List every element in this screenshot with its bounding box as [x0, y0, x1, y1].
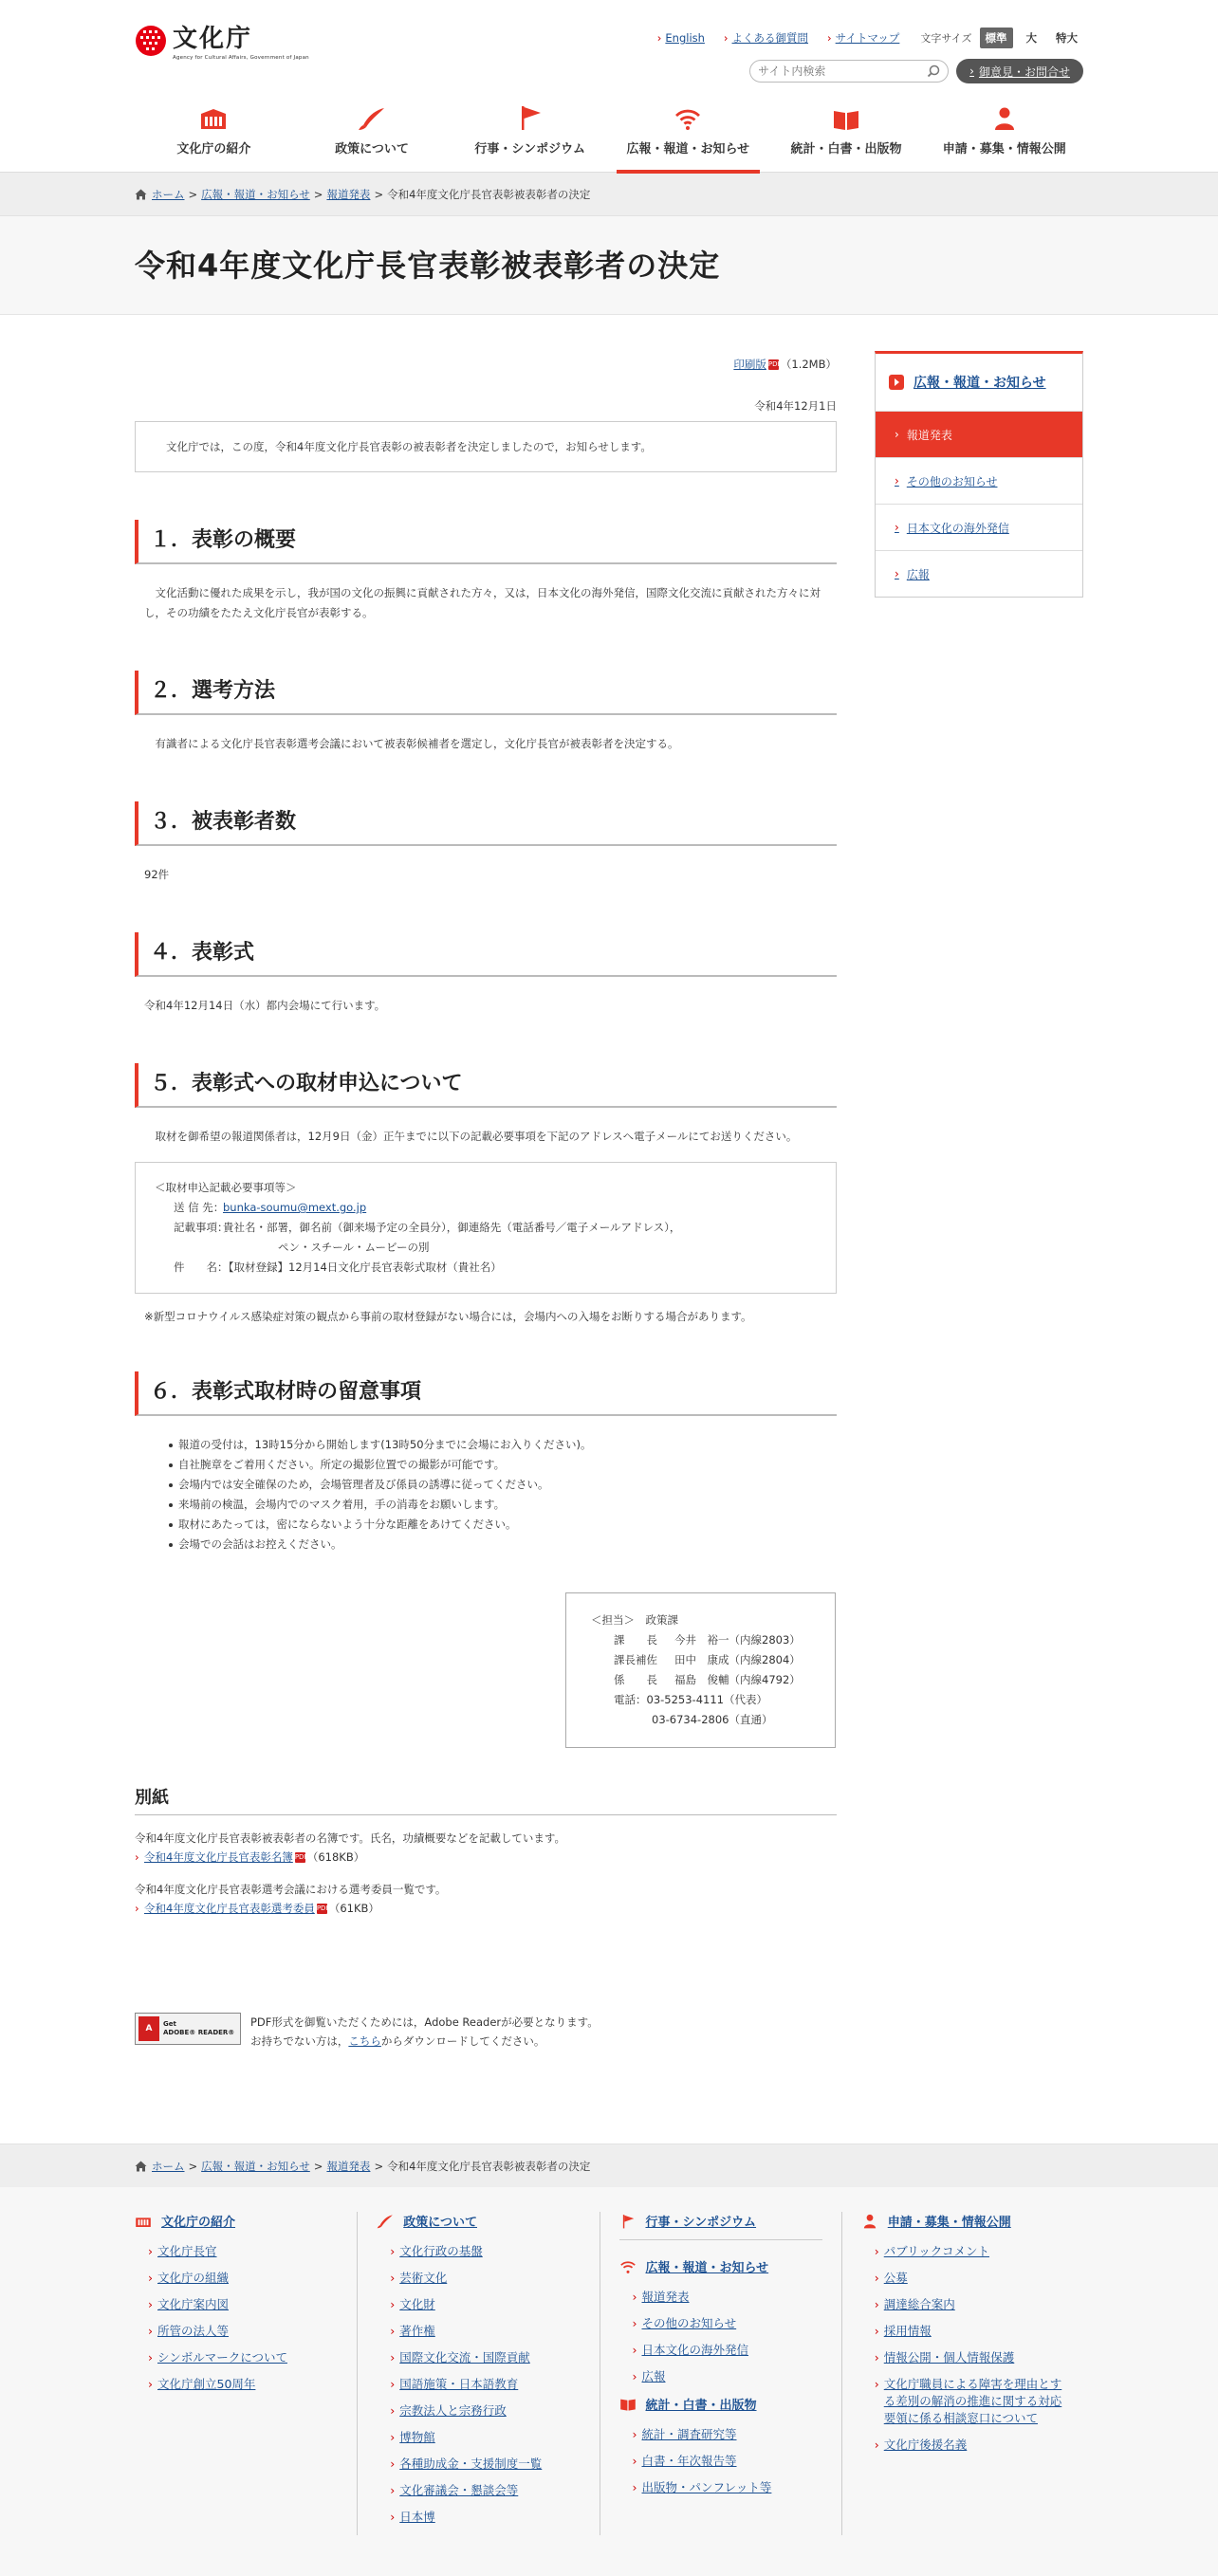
brush-icon [377, 2214, 394, 2229]
building-icon [135, 2214, 152, 2229]
breadcrumb-press[interactable]: 報道発表 [326, 2160, 371, 2173]
footer-link[interactable]: › 白書・年次報告等 [633, 2453, 822, 2470]
breadcrumb-pr[interactable]: 広報・報道・お知らせ [201, 188, 310, 201]
nav-about[interactable] [135, 102, 293, 173]
box-label: 送 信 先： [174, 1201, 225, 1214]
section-body-5: 取材を御希望の報道関係者は，12月9日（金）正午までに以下の記載必要事項を下記のアドレスへ電子メールにてお送りください。 [155, 1130, 798, 1143]
lead-text: 文化庁では，この度，令和4年度文化庁長官表彰の被表彰者を決定しましたので，お知らせします。 [166, 440, 652, 453]
footer-link[interactable]: › 文化庁長官 [148, 2243, 338, 2260]
footer-link[interactable]: › 統計・調査研究等 [633, 2426, 822, 2443]
nav-events[interactable] [451, 102, 609, 173]
footer-link[interactable]: › 採用情報 [875, 2323, 1064, 2340]
section-body-2: 有識者による文化庁長官表彰選考会議において被表彰候補者を選定し，文化庁長官が被表彰者を決定する。 [155, 737, 679, 750]
section-body-1: 文化活動に優れた成果を示し，我が国の文化の振興に貢献された方々，又は，日本文化の海外発信，国際文化交流に貢献された方々に対し，その功績をたたえ文化庁長官が表彰する。 [144, 586, 821, 619]
footer-link[interactable]: › 国語施策・日本語教育 [390, 2376, 580, 2393]
contact-info-box [565, 1592, 836, 1748]
attachment-desc: 令和4年度文化庁長官表彰被表彰者の名簿です。氏名，功績概要などを記載しています。 [135, 1831, 565, 1845]
nav-label: 政策について [335, 142, 409, 156]
site-logo[interactable] [135, 25, 309, 61]
print-version [135, 357, 837, 372]
covid-note: ※新型コロナウイルス感染症対策の観点から事前の取材登録がない場合には，会場内への入場をお断りする場合があります。 [144, 1310, 752, 1323]
reader-download-link[interactable]: こちら [348, 2034, 381, 2048]
footer-heading[interactable]: 広報・報道・お知らせ [619, 2257, 822, 2275]
list-item: 自社腕章をご着用ください。所定の撮影位置での撮影が可能です。 [169, 1455, 837, 1475]
side-item-press[interactable]: › 報道発表 [876, 411, 1082, 457]
person-icon [861, 2214, 878, 2229]
contact-role: 係 長 [614, 1673, 657, 1686]
footer-link[interactable]: › 文化行政の基盤 [390, 2243, 580, 2260]
title-band [0, 216, 1218, 315]
footer-breadcrumb-bar [0, 2144, 1218, 2187]
adobe-reader-notice: A Get ADOBE® READER® PDF形式を御覧いただくためには，Adobe Readerが必要となります。 お持ちでない方は，こちらからダウンロードしてください。 [135, 2013, 837, 2051]
pdf-icon: PDF [767, 360, 782, 368]
breadcrumb: ホーム > 広報・報道・お知らせ > 報道発表 > 令和4年度文化庁長官表彰被表彰者の決定 [135, 173, 1083, 216]
coverage-requirements-box [135, 1162, 837, 1294]
side-nav [875, 351, 1083, 2051]
breadcrumb-home[interactable]: ホーム [152, 2160, 185, 2173]
site-header [0, 0, 1218, 173]
nav-label: 統計・白書・出版物 [790, 142, 902, 156]
tel-direct: 03-6734-2806（直通） [652, 1713, 773, 1726]
box-label: 記載事項： [174, 1221, 229, 1234]
footer-col-policy [357, 2212, 599, 2535]
breadcrumb-home[interactable]: ホーム [152, 188, 185, 201]
section-heading-3: ３．被表彰者数 [135, 801, 837, 846]
section-heading-2: ２．選考方法 [135, 671, 837, 715]
pdf-icon: PDF [294, 1853, 308, 1861]
search-icon[interactable] [927, 64, 940, 78]
breadcrumb-current: 令和4年度文化庁長官表彰被表彰者の決定 [387, 188, 591, 201]
breadcrumb-pr[interactable]: 広報・報道・お知らせ [201, 2160, 310, 2173]
contact-person: 田中 康成（内線2804） [674, 1653, 801, 1666]
footer-link[interactable]: › 広報 [633, 2368, 822, 2385]
section-body-4: 令和4年12月14日（水）都内会場にて行います。 [144, 999, 386, 1012]
font-size-label: 文字サイズ [920, 32, 972, 45]
footer-heading[interactable]: 統計・白書・出版物 [619, 2395, 822, 2413]
broadcast-icon [619, 2259, 637, 2274]
breadcrumb-press[interactable]: 報道発表 [326, 188, 371, 201]
footer-col-events-pr [600, 2212, 841, 2535]
footer-link[interactable]: › 報道発表 [633, 2289, 822, 2306]
book-icon [619, 2397, 637, 2412]
flag-icon [518, 104, 543, 131]
contact-role: 課長補佐 [614, 1653, 657, 1666]
section-heading-6: ６．表彰式取材時の留意事項 [135, 1371, 837, 1416]
contact-button[interactable]: › 御意見・お問合せ [956, 59, 1083, 83]
nav-label: 文化庁の紹介 [176, 142, 251, 156]
box-label: 件 名： [174, 1260, 229, 1274]
font-size-large-button[interactable]: 大 [1025, 31, 1037, 45]
footer-link[interactable]: › 日本博 [390, 2509, 580, 2526]
adobe-icon: A [138, 2016, 159, 2041]
flag-icon [619, 2214, 637, 2229]
tel-label: 電話： [614, 1693, 647, 1706]
footer-link[interactable]: › 著作権 [390, 2323, 580, 2340]
sitemap-link[interactable]: › サイトマップ [827, 30, 899, 46]
building-icon [199, 108, 228, 131]
footer-link[interactable]: › 文化庁案内図 [148, 2296, 338, 2313]
home-icon [135, 2161, 147, 2172]
box-value: 【取材登録】12月14日文化庁長官表彰式取材（貴社名） [223, 1260, 502, 1274]
notes-list [135, 1435, 837, 1555]
attachment-link-committee[interactable]: 令和4年度文化庁長官表彰選考委員 [144, 1902, 315, 1915]
footer-link[interactable]: › パブリックコメント [875, 2243, 1064, 2260]
contact-role: 課 長 [614, 1633, 657, 1647]
font-size-standard-button[interactable]: 標準 [980, 28, 1013, 48]
footer-heading[interactable]: 政策について [377, 2212, 580, 2230]
person-icon [993, 106, 1016, 131]
footer-heading[interactable]: 申請・募集・情報公開 [861, 2212, 1064, 2230]
home-icon [135, 189, 147, 200]
logo-mark-icon [135, 25, 167, 57]
list-item: 取材にあたっては，密にならないよう十分な距離をあけてください。 [169, 1515, 837, 1535]
nav-pr[interactable] [609, 102, 767, 173]
footer-link[interactable]: › 博物館 [390, 2429, 580, 2446]
footer-link[interactable]: › 芸術文化 [390, 2270, 580, 2287]
nav-applications[interactable] [925, 102, 1083, 173]
footer-link[interactable]: › 各種助成金・支援制度一覧 [390, 2456, 580, 2473]
contact-person: 今井 裕一（内線2803） [674, 1633, 801, 1647]
logo-text: 文化庁 [173, 25, 253, 53]
pdf-icon: PDF [316, 1904, 330, 1912]
english-link[interactable]: › English [657, 31, 705, 45]
footer-breadcrumb: ホーム > 広報・報道・お知らせ > 報道発表 > 令和4年度文化庁長官表彰被表彰者の決定 [135, 2144, 1083, 2188]
footer-link[interactable]: › 国際文化交流・国際貢献 [390, 2349, 580, 2366]
nav-policy[interactable] [293, 102, 452, 173]
adobe-reader-logo[interactable]: A Get ADOBE® READER® [135, 2013, 241, 2045]
list-item: 会場での会話はお控えください。 [169, 1535, 837, 1555]
play-square-icon [889, 375, 904, 390]
nav-statistics[interactable] [767, 102, 926, 173]
nav-label: 行事・シンポジウム [474, 142, 585, 156]
box-value: ペン・スチール・ムービーの別 [278, 1241, 430, 1254]
footer-heading[interactable]: 文化庁の紹介 [135, 2212, 338, 2230]
list-item: 報道の受付は，13時15分から開始します(13時50分までに会場にお入りください)。 [169, 1435, 837, 1455]
attachments-heading: 別紙 [135, 1784, 837, 1815]
print-size: （1.2MB） [780, 358, 837, 371]
section-heading-4: ４．表彰式 [135, 932, 837, 977]
global-nav [135, 102, 1083, 173]
footer-col-about [135, 2212, 357, 2535]
nav-label: 広報・報道・お知らせ [626, 142, 750, 156]
footer-link[interactable]: › 公募 [875, 2270, 1064, 2287]
attachment-desc: 令和4年度文化庁長官表彰選考会議における選考委員一覧です。 [135, 1883, 447, 1896]
box-title: ＜取材申込記載必要事項等＞ [155, 1181, 297, 1194]
footer-link[interactable]: › 調達総合案内 [875, 2296, 1064, 2313]
print-version-link[interactable]: 印刷版 [733, 358, 766, 371]
list-item: 来場前の検温，会場内でのマスク着用，手の消毒をお願いします。 [169, 1495, 837, 1515]
attachment-size: （618KB） [306, 1850, 365, 1864]
faq-link[interactable]: › よくある御質問 [724, 30, 808, 46]
page-title: 令和4年度文化庁長官表彰被表彰者の決定 [135, 248, 721, 284]
attachment-size: （61KB） [328, 1902, 379, 1915]
lead-box [135, 421, 837, 472]
contact-person: 福島 俊輔（内線4792） [674, 1673, 801, 1686]
email-link[interactable]: bunka-soumu@mext.go.jp [223, 1201, 367, 1214]
side-nav-header[interactable]: 広報・報道・お知らせ [876, 354, 1082, 411]
footer-heading[interactable]: 行事・シンポジウム [619, 2212, 822, 2240]
list-item: 会場内では安全確保のため，会場管理者及び係員の誘導に従ってください。 [169, 1475, 837, 1495]
footer-link[interactable]: › 情報公開・個人情報保護 [875, 2349, 1064, 2366]
site-footer [0, 2187, 1218, 2576]
broadcast-icon [674, 106, 702, 131]
book-icon [832, 108, 860, 131]
nav-label: 申請・募集・情報公開 [942, 142, 1066, 156]
font-size-xlarge-button[interactable]: 特大 [1056, 31, 1078, 45]
brush-icon [358, 106, 386, 131]
footer-link[interactable]: › 文化庁後援名義 [875, 2437, 1064, 2454]
footer-link[interactable]: › シンボルマークについて [148, 2349, 338, 2366]
side-item-pr[interactable]: › 広報 [876, 550, 1082, 597]
tel-main: 03-5253-4111（代表） [646, 1693, 767, 1706]
footer-link[interactable]: › 所管の法人等 [148, 2323, 338, 2340]
reader-text: PDF形式を御覧いただくためには，Adobe Readerが必要となります。 [250, 2015, 599, 2029]
section-heading-1: １．表彰の概要 [135, 520, 837, 564]
side-item-overseas[interactable]: › 日本文化の海外発信 [876, 504, 1082, 550]
contact-title: ＜担当＞ 政策課 [591, 1613, 678, 1627]
breadcrumb-bar [0, 173, 1218, 216]
side-item-other[interactable]: › その他のお知らせ [876, 457, 1082, 504]
logo-subtext: Agency for Cultural Affairs, Government of Japan [173, 55, 309, 61]
footer-link[interactable]: › その他のお知らせ [633, 2315, 822, 2332]
section-body-3: 92件 [144, 868, 170, 881]
search-input[interactable] [758, 64, 927, 78]
site-search [749, 60, 949, 83]
footer-link[interactable]: › 文化財 [390, 2296, 580, 2313]
footer-link[interactable]: › 宗教法人と宗務行政 [390, 2402, 580, 2420]
box-value: 貴社名・部署，御名前（御来場予定の全員分），御連絡先（電話番号／電子メールアドレス）， [223, 1221, 681, 1234]
attachments [135, 1829, 837, 1918]
footer-col-applications [841, 2212, 1083, 2535]
section-heading-5: ５．表彰式への取材申込について [135, 1063, 837, 1108]
utility-links [638, 28, 1083, 48]
publish-date: 令和4年12月1日 [754, 399, 837, 413]
footer-link[interactable]: › 出版物・パンフレット等 [633, 2479, 822, 2496]
attachment-link-list[interactable]: 令和4年度文化庁長官表彰名簿 [144, 1850, 293, 1864]
footer-link[interactable]: › 日本文化の海外発信 [633, 2342, 822, 2359]
footer-link[interactable]: › 文化庁の組織 [148, 2270, 338, 2287]
footer-link[interactable]: › 文化審議会・懇談会等 [390, 2482, 580, 2499]
footer-link[interactable]: › 文化庁創立50周年 [148, 2376, 338, 2393]
main-content [135, 351, 837, 2051]
breadcrumb-current: 令和4年度文化庁長官表彰被表彰者の決定 [387, 2160, 591, 2173]
footer-link[interactable]: › 文化庁職員による障害を理由とする差別の解消の推進に関する対応要領に係る相談窓口について [875, 2376, 1064, 2427]
